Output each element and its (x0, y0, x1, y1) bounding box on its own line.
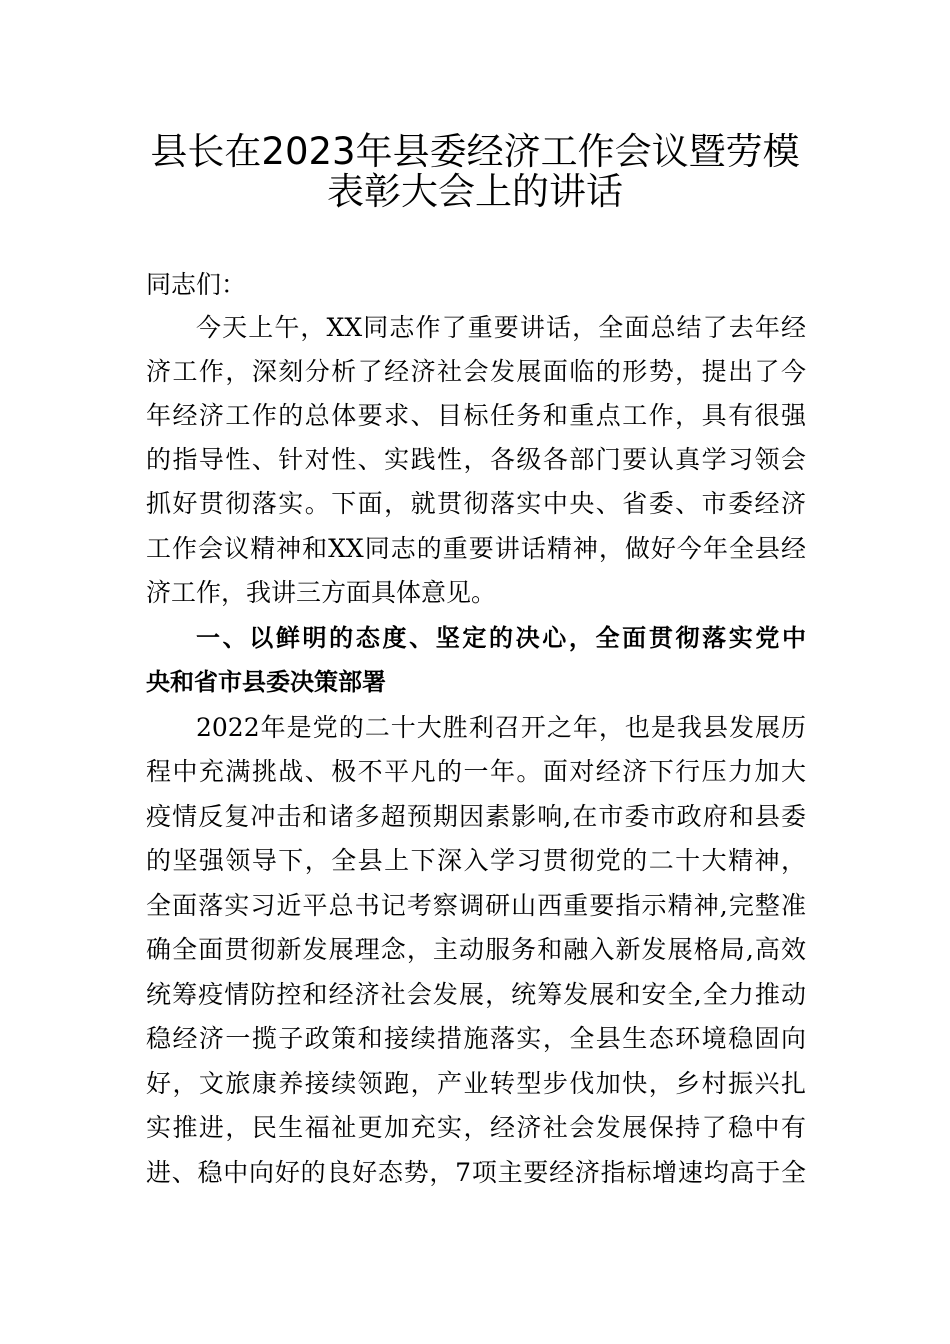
paragraph-1-line: 工作会议精神和XX同志的重要讲话精神，做好今年全县经 (146, 534, 806, 563)
section-heading-1-line: 一、以鲜明的态度、坚定的决心，全面贯彻落实党中 (196, 624, 806, 652)
paragraph-2-line: 统筹疫情防控和经济社会发展，统筹发展和安全,全力推动 (146, 980, 806, 1009)
paragraph-2-line: 程中充满挑战、极不平凡的一年。面对经济下行压力加大 (146, 757, 806, 786)
paragraph-1-line: 济工作，我讲三方面具体意见。 (146, 578, 497, 607)
paragraph-2-line: 稳经济一揽子政策和接续措施落实，全县生态环境稳固向 (146, 1024, 806, 1053)
paragraph-1-line: 的指导性、针对性、实践性，各级各部门要认真学习领会 (146, 445, 806, 474)
paragraph-2-line: 全面落实习近平总书记考察调研山西重要指示精神,完整准 (146, 891, 806, 920)
salutation: 同志们： (146, 270, 247, 299)
document-title-line-2: 表彰大会上的讲话 (327, 170, 623, 213)
section-heading-1-line: 央和省市县委决策部署 (146, 668, 386, 696)
paragraph-1-line: 年经济工作的总体要求、目标任务和重点工作，具有很强 (146, 401, 806, 430)
paragraph-1-line: 济工作，深刻分析了经济社会发展面临的形势，提出了今 (146, 357, 806, 386)
paragraph-1-line: 今天上午，XX同志作了重要讲话，全面总结了去年经 (196, 313, 806, 342)
paragraph-2-line: 实推进，民生福祉更加充实，经济社会发展保持了稳中有 (146, 1113, 806, 1142)
paragraph-2-line: 2022年是党的二十大胜利召开之年，也是我县发展历 (196, 713, 806, 742)
paragraph-1-line: 抓好贯彻落实。下面，就贯彻落实中央、省委、市委经济 (146, 489, 806, 518)
paragraph-2-line: 进、稳中向好的良好态势，7项主要经济指标增速均高于全 (146, 1158, 806, 1187)
paragraph-2-line: 疫情反复冲击和诸多超预期因素影响,在市委市政府和县委 (146, 802, 806, 831)
paragraph-2-line: 的坚强领导下，全县上下深入学习贯彻党的二十大精神， (146, 846, 806, 875)
paragraph-2-line: 好，文旅康养接续领跑，产业转型步伐加快，乡村振兴扎 (146, 1069, 806, 1098)
paragraph-2-line: 确全面贯彻新发展理念，主动服务和融入新发展格局,高效 (146, 935, 806, 964)
document-title-line-1: 县长在2023年县委经济工作会议暨劳模 (150, 130, 800, 173)
